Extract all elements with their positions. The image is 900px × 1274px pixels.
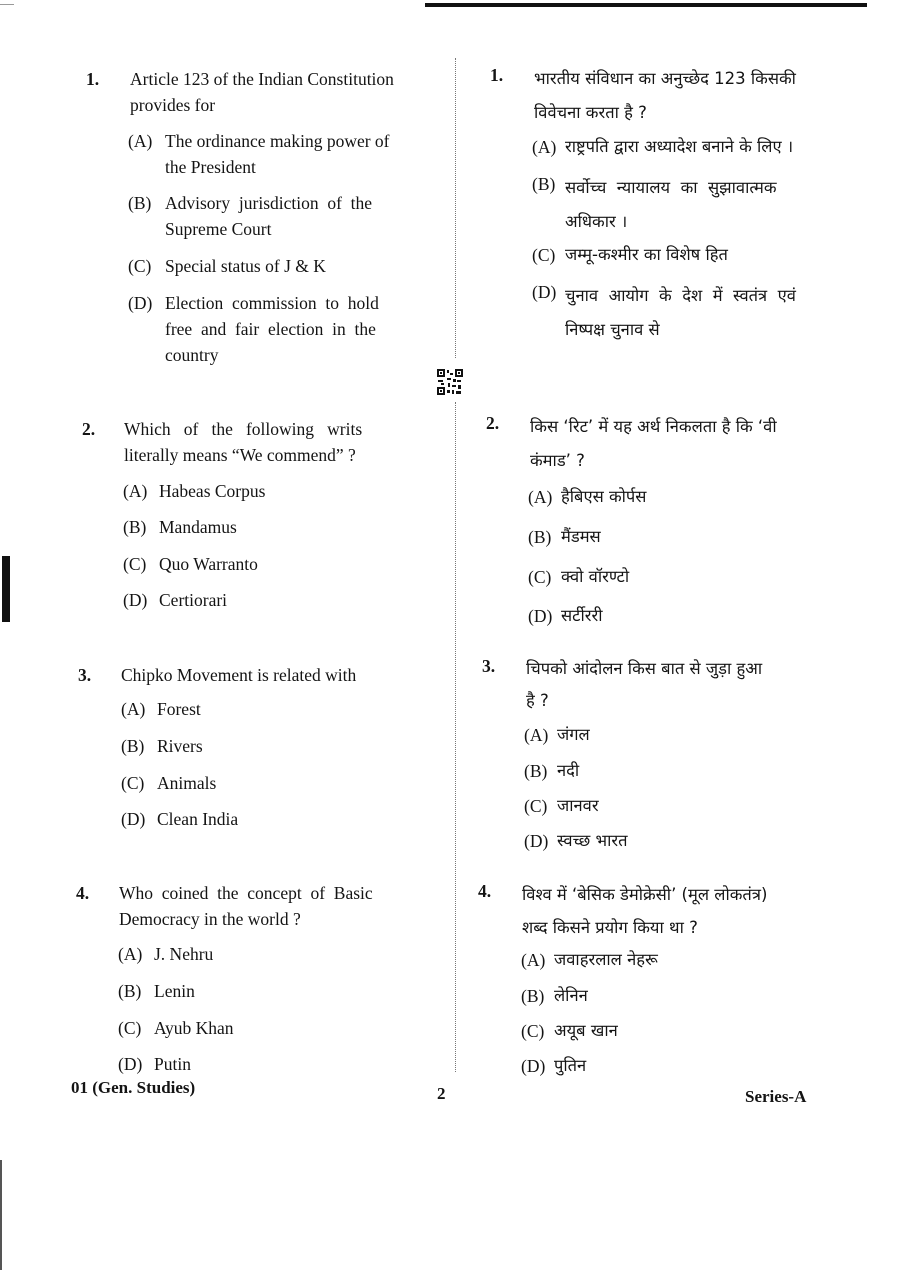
option-label: (A) [128,131,153,151]
option-text [154,1051,394,1077]
question-text-line: Who coined the concept of Basic [119,883,373,903]
option-label: (C) [118,1018,142,1038]
option-label: (B) [121,736,145,756]
option-text-line: country [165,345,219,365]
option-text [165,290,415,368]
option-label: (A) [521,950,546,970]
option-text-line: सर्टीररी [561,606,603,625]
option-text [159,551,399,577]
option-label: (D) [521,1056,546,1076]
question-text [534,62,834,130]
question-text-line: Article 123 of the Indian Constitution [130,69,394,89]
option-text [565,279,825,347]
option-label: (B) [521,986,545,1006]
scan-edge-line [0,1160,2,1270]
question-text [526,653,826,717]
question-text-line: विवेचना करता है ? [534,103,647,122]
option-text [165,190,415,242]
option-label: (A) [532,137,557,157]
option-label: (B) [118,981,142,1001]
option-text [165,253,415,279]
option-text-line: Ayub Khan [154,1018,234,1038]
question-number: 2. [486,413,500,433]
option-text-line: The ordinance making power of [165,131,390,151]
option-text [554,947,814,973]
option-text [557,828,817,854]
question-text-line: किस ‘रिट’ में यह अर्थ निकलता है कि ‘वी [530,417,777,436]
qr-code-icon [436,368,464,396]
series-label: Series-A [745,1087,807,1106]
option-label: (D) [118,1054,143,1074]
option-text-line: राष्ट्रपति द्वारा अध्यादेश बनाने के लिए । [565,137,794,156]
option-text-line: Special status of J & K [165,256,326,276]
option-text-line: Quo Warranto [159,554,258,574]
question-text [119,880,419,932]
option-text-line: Clean India [157,809,239,829]
option-text-line: क्वो वॉरण्टो [561,567,630,586]
option-text [159,514,399,540]
option-label: (B) [128,193,152,213]
option-text-line: मैंडमस [561,527,601,546]
question-text-line: Which of the following writs [124,419,363,439]
option-text-line: Habeas Corpus [159,481,266,501]
question-text-line: literally means “We commend” ? [124,445,356,465]
option-label: (D) [128,293,153,313]
option-text-line: Certiorari [159,590,228,610]
option-text-line: चुनाव आयोग के देश में स्वतंत्र एवं [565,286,796,305]
option-text [561,484,821,510]
option-text-line: नदी [557,761,580,780]
option-label: (C) [123,554,147,574]
option-text [557,793,817,819]
option-text-line: Lenin [154,981,195,1001]
option-text-line: अयूब खान [554,1021,618,1040]
question-number: 3. [482,656,496,676]
option-text-line: Animals [157,773,217,793]
scan-edge-mark [2,556,10,622]
question-number: 4. [478,881,492,901]
option-text [157,733,397,759]
option-text-line: अधिकार । [565,212,628,231]
option-label: (B) [123,517,147,537]
option-text-line: हैबिएस कोर्पस [561,487,647,506]
option-text [557,758,817,784]
question-text [522,878,832,944]
option-text [157,806,397,832]
option-text [565,242,825,268]
option-text-line: the President [165,157,256,177]
option-label: (B) [524,761,548,781]
option-text [554,1053,814,1079]
option-text [561,603,821,629]
question-number: 1. [86,69,100,89]
option-label: (C) [128,256,152,276]
option-label: (C) [521,1021,545,1041]
option-label: (A) [121,699,146,719]
option-text-line: स्वच्छ भारत [557,831,628,850]
question-text-line: provides for [130,95,216,115]
option-label: (A) [123,481,148,501]
option-text [154,978,394,1004]
question-text-line: शब्द किसने प्रयोग किया था ? [522,918,698,937]
option-text [159,587,399,613]
option-label: (D) [528,606,553,626]
option-text-line: सर्वोच्च न्यायालय का सुझावात्मक [565,178,777,197]
option-text-line: free and fair election in the [165,319,376,339]
option-label: (A) [118,944,143,964]
option-text [154,941,394,967]
page-number: 2 [437,1084,446,1103]
option-text [561,564,821,590]
option-text-line: लेनिन [554,986,588,1005]
option-label: (D) [121,809,146,829]
option-text-line: Supreme Court [165,219,272,239]
option-label: (A) [528,487,553,507]
option-label: (D) [123,590,148,610]
question-number: 4. [76,883,90,903]
option-text-line: जानवर [557,796,599,815]
option-text [157,696,397,722]
option-text [554,1018,814,1044]
option-text [154,1015,394,1041]
option-text-line: जंगल [557,725,590,744]
option-label: (B) [528,527,552,547]
option-text [565,134,825,160]
option-text-line: Forest [157,699,201,719]
column-divider-lower [455,402,456,1072]
option-text [554,983,814,1009]
question-text-line: कंमाड’ ? [530,451,585,470]
option-text [159,478,399,504]
option-text [157,770,397,796]
question-text [530,410,830,478]
option-text-line: पुतिन [554,1056,587,1075]
option-text [565,171,825,239]
option-text-line: Advisory jurisdiction of the [165,193,373,213]
option-label: (C) [528,567,552,587]
option-text-line: Mandamus [159,517,237,537]
question-text [124,416,424,468]
option-text [557,722,817,748]
option-label: (C) [524,796,548,816]
option-label: (D) [532,282,557,302]
option-label: (C) [532,245,556,265]
option-text-line: Putin [154,1054,191,1074]
option-label: (C) [121,773,145,793]
option-text [165,128,415,180]
question-text-line: भारतीय संविधान का अनुच्छेद 123 किसकी [534,69,796,88]
option-text-line: Election commission to hold [165,293,379,313]
question-text [130,66,420,118]
column-divider-upper [455,58,456,358]
question-number: 2. [82,419,96,439]
option-text [561,524,821,550]
option-text-line: J. Nehru [154,944,214,964]
option-label: (A) [524,725,549,745]
header-rule [425,3,867,7]
question-text-line: Democracy in the world ? [119,909,301,929]
option-label: (D) [524,831,549,851]
paper-code: 01 (Gen. Studies) [71,1078,196,1097]
question-text-line: चिपको आंदोलन किस बात से जुड़ा हुआ [526,659,763,678]
option-text-line: निष्पक्ष चुनाव से [565,320,660,339]
option-label: (B) [532,174,556,194]
question-number: 3. [78,665,92,685]
option-text-line: जवाहरलाल नेहरू [554,950,658,969]
option-text-line: Rivers [157,736,203,756]
scan-mark [0,4,14,5]
question-text-line: है ? [526,691,549,710]
option-text-line: जम्मू-कश्मीर का विशेष हित [565,245,728,264]
question-text-line: Chipko Movement is related with [121,665,357,685]
question-number: 1. [490,65,504,85]
question-text-line: विश्व में ‘बेसिक डेमोक्रेसी’ (मूल लोकतंत्र) [522,885,768,904]
question-text [121,662,421,688]
